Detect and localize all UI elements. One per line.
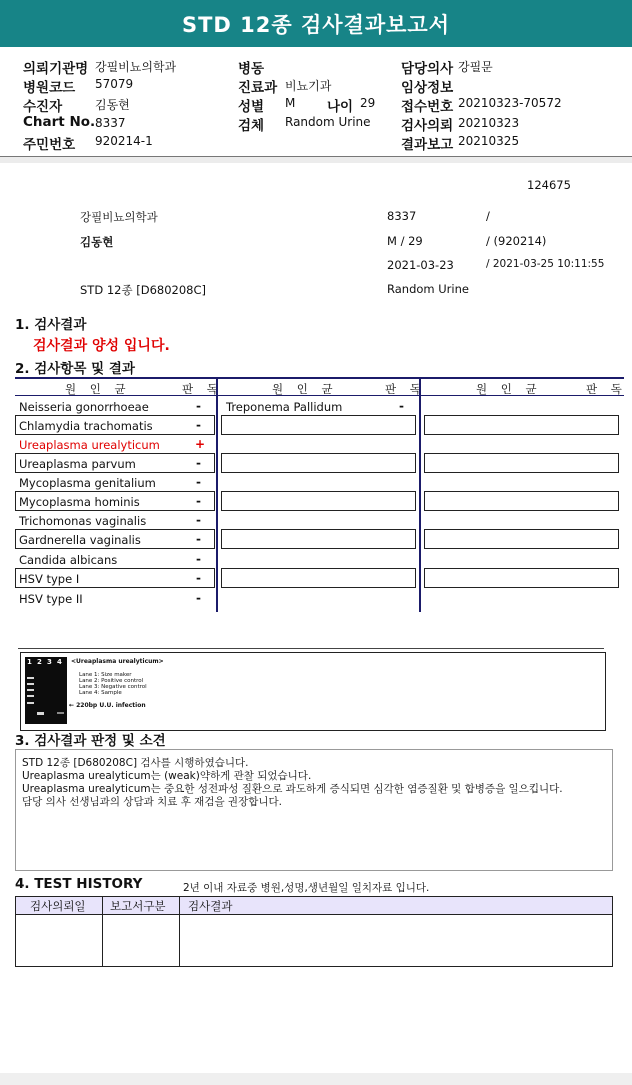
pathogen-name: HSV type II (19, 592, 83, 606)
empty-row-box (221, 491, 416, 511)
gel-lane-label: 2 (37, 658, 42, 666)
column-divider-2 (419, 378, 421, 612)
sex-value: M (285, 96, 296, 110)
pathogen-name: Ureaplasma parvum (19, 457, 136, 471)
gel-legend-line: Lane 3: Negative control (79, 684, 147, 690)
page-bottom-strip (0, 1073, 632, 1085)
pathogen-result: - (196, 456, 201, 470)
patient-label: 수진자 (23, 99, 63, 115)
report-date-label: 결과보고 (401, 137, 454, 153)
gel-band (27, 702, 34, 704)
gel-picture (25, 657, 67, 724)
gel-title: <Ureaplasma urealyticum> (71, 658, 164, 665)
section2-title: 2. 검사항목 및 결과 (15, 361, 135, 377)
empty-row-box (221, 568, 416, 588)
col1-judgment-header: 판 독 (182, 382, 223, 396)
pathogen-result: - (196, 532, 201, 546)
specimen-label: 검체 (238, 118, 265, 134)
history-table (15, 896, 613, 967)
summary-date: 2021-03-23 (387, 258, 454, 272)
hospital-code-label: 병원코드 (23, 80, 76, 96)
empty-row-box (424, 568, 619, 588)
specimen-value: Random Urine (285, 115, 371, 129)
pathogen-name: Mycoplasma genitalium (19, 476, 156, 490)
gel-lane-label: 1 (27, 658, 32, 666)
title-bar (0, 0, 632, 47)
gel-electrophoresis-image (20, 652, 606, 731)
patient-value: 김동현 (95, 98, 130, 112)
summary-report-time: / 2021-03-25 10:11:55 (486, 258, 605, 270)
summary-specimen: Random Urine (387, 282, 469, 296)
report-number: 124675 (527, 178, 571, 192)
age-value: 29 (360, 96, 376, 110)
gel-lane-label: 4 (57, 658, 62, 666)
gel-legend-line: Lane 2: Positive control (79, 678, 144, 684)
col1-pathogen-header: 원 인 균 (65, 382, 131, 396)
empty-row-box (424, 453, 619, 473)
pathogen-result: - (196, 399, 201, 413)
table-header-rule (15, 395, 624, 396)
hospital-code-value: 57079 (95, 77, 134, 91)
department-label: 진료과 (238, 80, 278, 96)
gel-band (27, 677, 34, 679)
col2-pathogen-header: 원 인 균 (272, 382, 338, 396)
receipt-no-label: 접수번호 (401, 99, 454, 115)
gel-band (27, 683, 34, 685)
pathogen-result: - (196, 591, 201, 605)
section1-title: 1. 검사결과 (15, 317, 87, 333)
gel-band (37, 712, 44, 715)
history-col-report-type: 보고서구분 (110, 899, 166, 913)
pathogen-name: Trichomonas vaginalis (19, 514, 147, 528)
opinion-line: 담당 의사 선생님과의 상담과 치료 후 재검을 권장합니다. (22, 796, 282, 808)
history-col-divider (102, 897, 103, 966)
empty-row-box (424, 529, 619, 549)
pathogen-name: Neisseria gonorrhoeae (19, 400, 149, 414)
pathogen-name: Candida albicans (19, 553, 118, 567)
sex-label: 성별 (238, 99, 265, 115)
gel-legend-line: Lane 4: Sample (79, 690, 122, 696)
receipt-no-value: 20210323-70572 (458, 96, 562, 110)
empty-row-box (221, 529, 416, 549)
table-top-rule (15, 377, 624, 379)
doctor-value: 강필문 (458, 60, 493, 74)
opinion-line: Ureaplasma urealyticum는 (weak)약하게 관찰 되었습니다. (22, 770, 312, 782)
header-shade (0, 157, 632, 163)
pathogen-result: - (196, 571, 201, 585)
opinion-line: Ureaplasma urealyticum는 중요한 성전파성 질환으로 과도하게 증식되면 심각한 염증질환 및 합병증을 일으킵니다. (22, 783, 563, 795)
rrn-label: 주민번호 (23, 137, 76, 153)
opinion-line: STD 12종 [D680208C] 검사를 시행하였습니다. (22, 757, 249, 769)
col3-judgment-header: 판 독 (586, 382, 627, 396)
summary-chart: 8337 (387, 209, 417, 223)
pathogen-name: Gardnerella vaginalis (19, 533, 141, 547)
pathogen-result: - (196, 513, 201, 527)
institution-value: 강필비뇨의학과 (95, 60, 177, 74)
gel-band (27, 689, 34, 691)
pathogen-result-positive: + (195, 437, 206, 451)
history-col-result: 검사결과 (188, 899, 233, 913)
history-col-divider (179, 897, 180, 966)
history-table-header (16, 897, 612, 915)
clinical-info-label: 임상정보 (401, 80, 454, 96)
request-date-value: 20210323 (458, 116, 520, 130)
col2-judgment-header: 판 독 (385, 382, 426, 396)
institution-label: 의뢰기관명 (23, 61, 89, 77)
gel-arrow-label: ← 220bp U.U. infection (69, 702, 146, 709)
section4-title: 4. TEST HISTORY (15, 876, 143, 892)
column-divider-1 (216, 378, 218, 612)
pathogen-result: - (399, 399, 404, 413)
history-note: 2년 이내 자료중 병원,성명,생년월일 일치자료 입니다. (183, 882, 430, 894)
pathogen-result: - (196, 418, 201, 432)
col3-pathogen-header: 원 인 균 (476, 382, 542, 396)
pathogen-name: Chlamydia trachomatis (19, 419, 153, 433)
department-value: 비뇨기과 (285, 79, 332, 93)
pathogen-name: Mycoplasma hominis (19, 495, 140, 509)
pathogen-result: - (196, 475, 201, 489)
summary-clinic: 강필비뇨의학과 (80, 210, 158, 224)
age-label: 나이 (327, 99, 354, 115)
summary-sex-age: M / 29 (387, 234, 423, 248)
result-message: 검사결과 양성 입니다. (33, 338, 170, 354)
empty-row-box (424, 415, 619, 435)
doctor-label: 담당의사 (401, 61, 454, 77)
summary-test: STD 12종 [D680208C] (80, 283, 206, 297)
report-date-value: 20210325 (458, 134, 520, 148)
pathogen-result: - (196, 494, 201, 508)
opinion-box (15, 749, 613, 871)
chart-no-value: 8337 (95, 116, 126, 130)
empty-row-box (221, 453, 416, 473)
gel-top-rule (18, 648, 604, 649)
section3-title: 3. 검사결과 판정 및 소견 (15, 733, 166, 749)
summary-name: 김동현 (80, 235, 114, 249)
gel-band (57, 712, 64, 714)
pathogen-result: - (196, 552, 201, 566)
rrn-value: 920214-1 (95, 134, 153, 148)
empty-row-box (221, 415, 416, 435)
summary-slash: / (486, 209, 490, 223)
request-date-label: 검사의뢰 (401, 118, 454, 134)
pathogen-name: Treponema Pallidum (226, 400, 343, 414)
pathogen-name-positive: Ureaplasma urealyticum (19, 438, 160, 452)
gel-lane-label: 3 (47, 658, 52, 666)
ward-label: 병동 (238, 61, 265, 77)
summary-rrn: / (920214) (486, 234, 547, 248)
history-col-request-date: 검사의뢰일 (30, 899, 86, 913)
report-title: STD 12종 검사결과보고서 (181, 13, 450, 37)
gel-band (27, 695, 34, 697)
gel-legend-line: Lane 1: Size maker (79, 672, 132, 678)
empty-row-box (424, 491, 619, 511)
chart-no-label: Chart No. (23, 114, 96, 130)
pathogen-name: HSV type I (19, 572, 80, 586)
